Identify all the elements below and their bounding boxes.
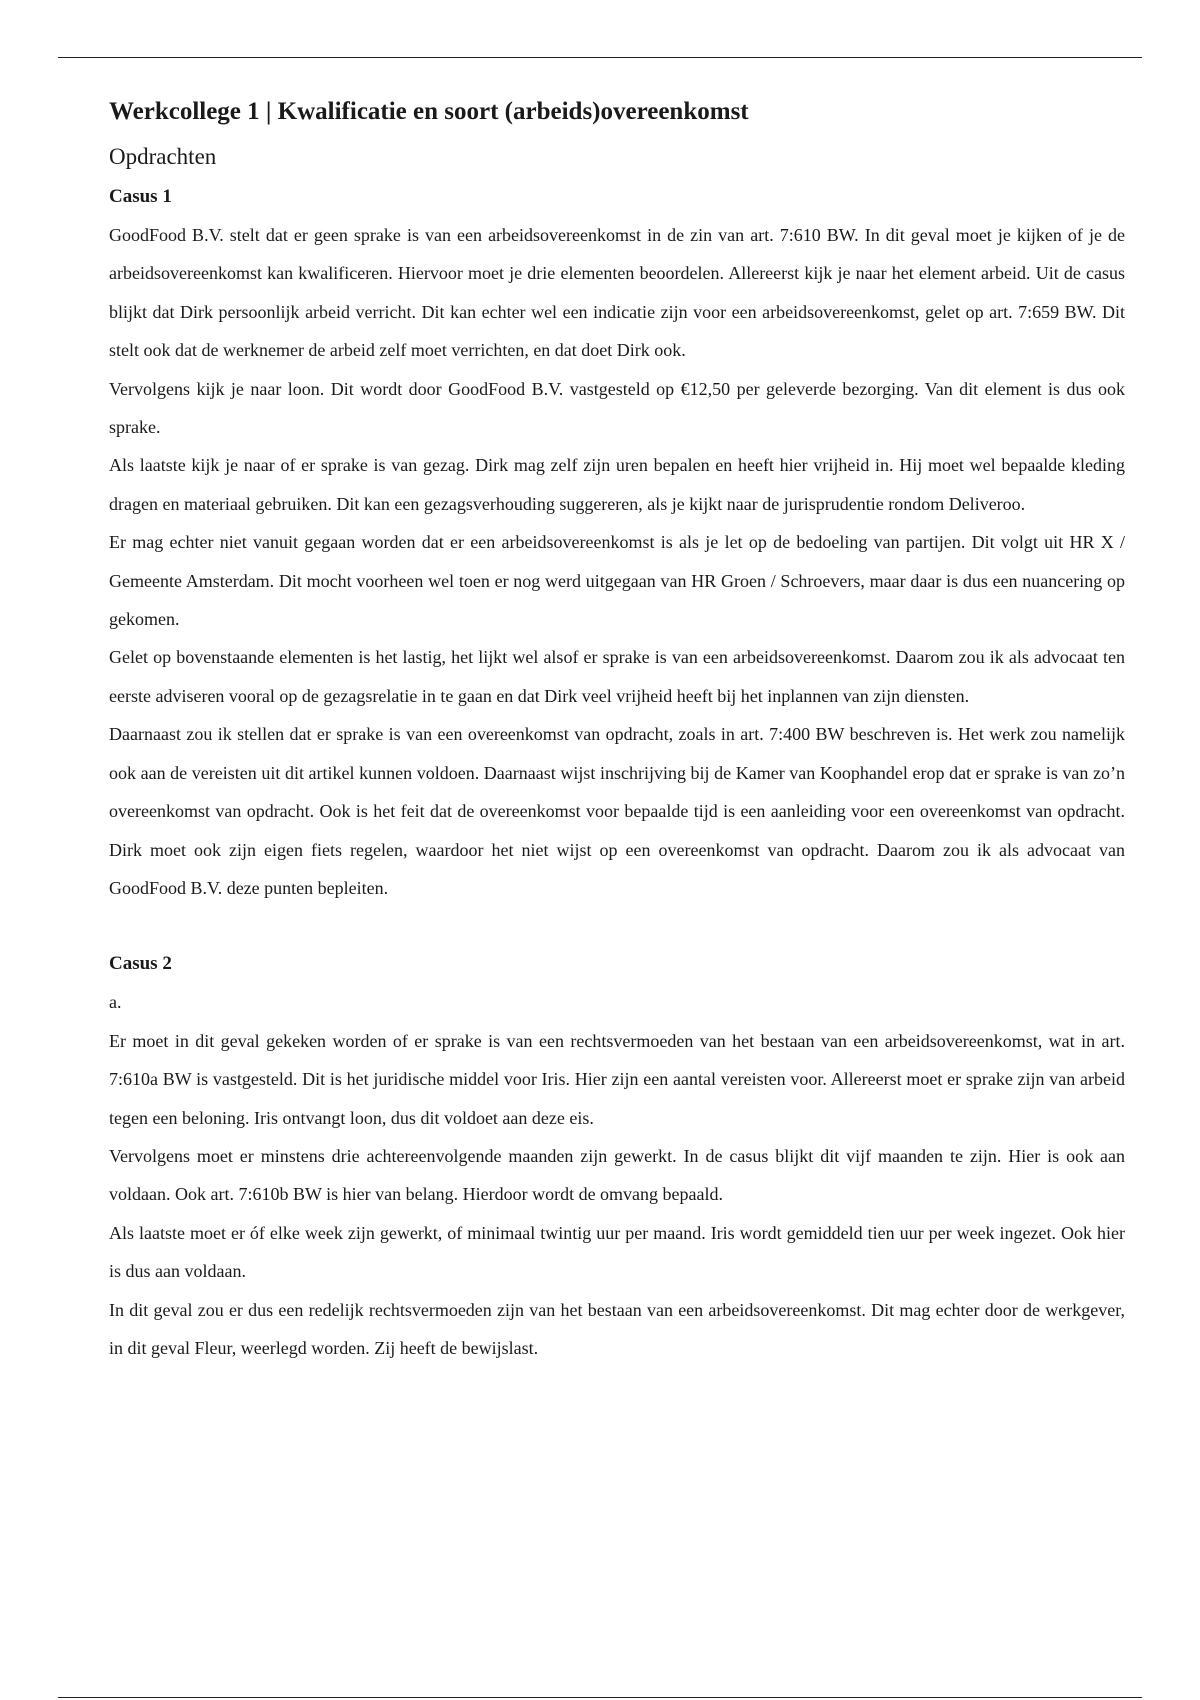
casus-1-paragraph: Als laatste kijk je naar of er sprake is van gezag. Dirk mag zelf zijn uren bepalen en heeft hier vrijheid in. Hij moet wel bepaalde kleding dragen en materiaal gebruiken. Dit kan een gezagsverhouding suggereren, als je kijkt naar de jurisprudentie rondom Deliveroo.	[109, 455, 1125, 514]
casus-2-heading: Casus 2	[109, 953, 172, 975]
casus-1-paragraph: Gelet op bovenstaande elementen is het lastig, het lijkt wel alsof er sprake is van een arbeidsovereenkomst. Daarom zou ik als advocaat ten eerste adviseren vooral op de gezagsrelatie in te gaan en dat Dirk veel vrijheid heeft bij het inplannen van zijn diensten.	[109, 647, 1125, 706]
top-rule	[58, 57, 1142, 58]
casus-1-paragraph: Vervolgens kijk je naar loon. Dit wordt door GoodFood B.V. vastgesteld op €12,50 per geleverde bezorging. Van dit element is dus ook sprake.	[109, 378, 1125, 438]
casus-2-paragraph: Als laatste moet er óf elke week zijn gewerkt, of minimaal twintig uur per maand. Iris wordt gemiddeld tien uur per week ingezet. Ook hier is dus aan voldaan.	[109, 1222, 1125, 1282]
document-title: Werkcollege 1 | Kwalificatie en soort (arbeids)overeenkomst	[109, 98, 749, 125]
casus-1-paragraph: GoodFood B.V. stelt dat er geen sprake is van een arbeidsovereenkomst in de zin van art. 7:610 BW. In dit geval moet je kijken of je de arbeidsovereenkomst kan kwalificeren. Hiervoor moet je drie elementen beoordelen. Allereerst kijk je naar het element arbeid. Uit de casus blijkt dat Dirk persoonlijk arbeid verricht. Dit kan echter wel een indicatie zijn voor een arbeidsovereenkomst, gelet op art. 7:659 BW. Dit stelt ook dat de werknemer de arbeid zelf moet verrichten, en dat doet Dirk ook.	[109, 225, 1125, 361]
section-heading: Opdrachten	[109, 144, 217, 169]
casus-1-heading: Casus 1	[109, 186, 172, 207]
casus-2-paragraph: Vervolgens moet er minstens drie achtereenvolgende maanden zijn gewerkt. In de casus blijkt dit vijf maanden te zijn. Hier is ook aan voldaan. Ook art. 7:610b BW is hier van belang. Hierdoor wordt de omvang bepaald.	[109, 1145, 1125, 1205]
casus-2-paragraph: Er moet in dit geval gekeken worden of er sprake is van een rechtsvermoeden van het bestaan van een arbeidsovereenkomst, wat in art. 7:610a BW is vastgesteld. Dit is het juridische middel voor Iris. Hier zijn een aantal vereisten voor. Allereerst moet er sprake zijn van arbeid tegen een beloning. Iris ontvangt loon, dus dit voldoet aan deze eis.	[109, 1030, 1125, 1128]
casus-1-paragraph: Daarnaast zou ik stellen dat er sprake is van een overeenkomst van opdracht, zoals in art. 7:400 BW beschreven is. Het werk zou namelijk ook aan de vereisten uit dit artikel kunnen voldoen. Daarnaast wijst inschrijving bij de Kamer van Koophandel erop dat er sprake is van zo’n overeenkomst van opdracht. Ook is het feit dat de overeenkomst voor bepaalde tijd is een aanleiding voor een overeenkomst van opdracht. Dirk moet ook zijn eigen fiets regelen, waardoor het niet wijst op een overeenkomst van opdracht. Daarom zou ik als advocaat van GoodFood B.V. deze punten bepleiten.	[109, 724, 1125, 898]
casus-2-sub-label: a.	[109, 992, 122, 1013]
casus-1-paragraph: Er mag echter niet vanuit gegaan worden dat er een arbeidsovereenkomst is als je let op de bedoeling van partijen. Dit volgt uit HR X / Gemeente Amsterdam. Dit mocht voorheen wel toen er nog werd uitgegaan van HR Groen / Schroevers, maar daar is dus een nuancering op gekomen.	[109, 532, 1125, 630]
bottom-rule	[58, 1697, 1142, 1698]
casus-2-paragraph: In dit geval zou er dus een redelijk rechtsvermoeden zijn van het bestaan van een arbeidsovereenkomst. Dit mag echter door de werkgever, in dit geval Fleur, weerlegd worden. Zij heeft de bewijslast.	[109, 1299, 1125, 1358]
document-page	[109, 92, 1125, 1367]
